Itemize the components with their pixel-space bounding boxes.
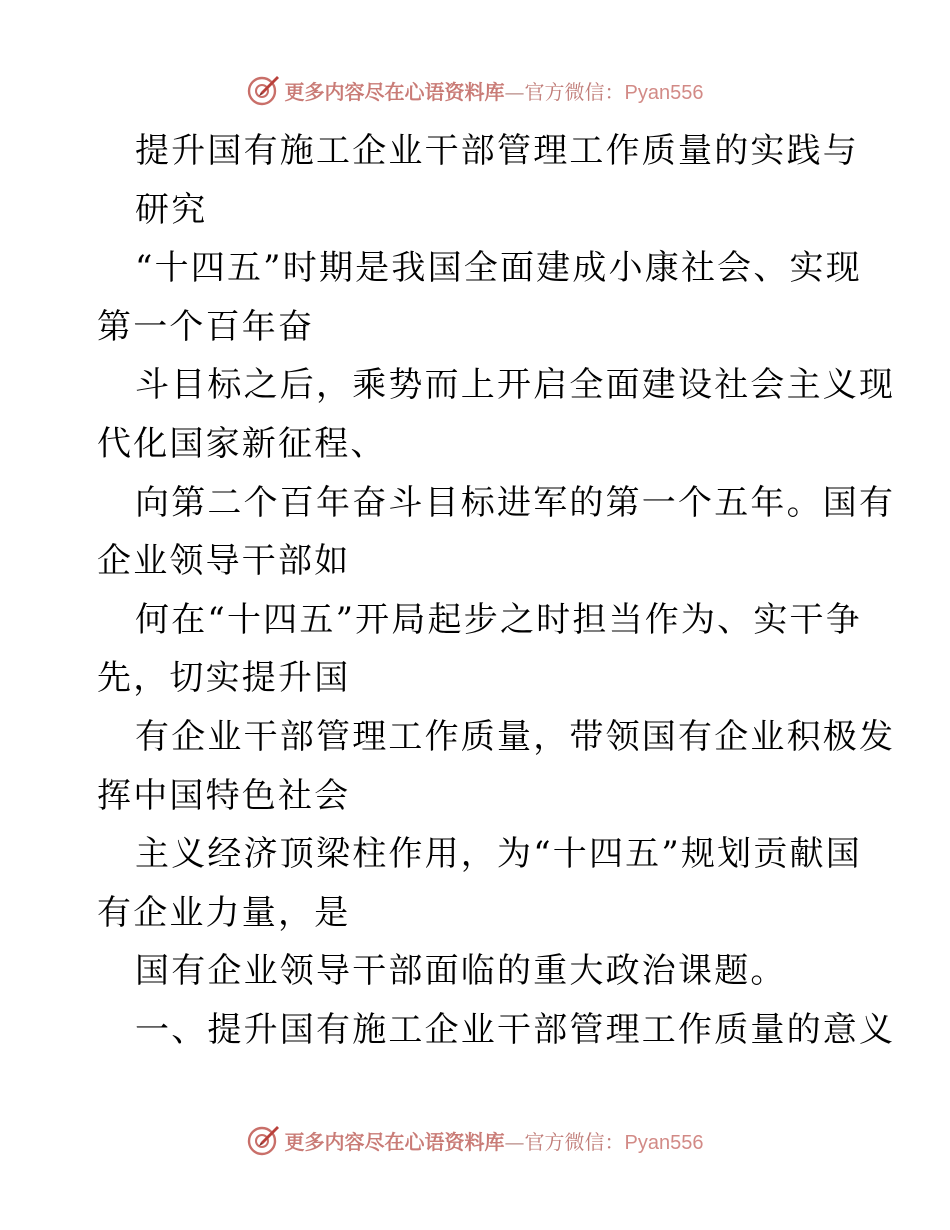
paragraph-line: 有企业干部管理工作质量，带领国有企业积极发 xyxy=(135,716,896,757)
banner-wechat-id: Pyan556 xyxy=(624,1131,704,1154)
banner-text xyxy=(285,1126,704,1155)
banner-separator: — xyxy=(504,1129,525,1154)
quill-pen-logo-icon xyxy=(247,1123,281,1157)
quill-pen-logo-icon xyxy=(247,73,281,107)
banner-wechat-label: 官方微信： xyxy=(524,1129,625,1154)
banner-text xyxy=(285,76,704,105)
paragraph-line: 挥中国特色社会 xyxy=(97,775,351,816)
header-banner xyxy=(0,70,950,110)
paragraph-line: 先，切实提升国 xyxy=(97,658,351,699)
paragraph-line: 斗目标之后，乘势而上开启全面建设社会主义现 xyxy=(135,365,896,406)
paragraph-line: 向第二个百年奋斗目标进军的第一个五年。国有 xyxy=(135,482,896,523)
paragraph-line: 主义经济顶梁柱作用，为“十四五”规划贡献国 xyxy=(135,834,862,875)
document-body xyxy=(97,122,896,1060)
paragraph-line: 代化国家新征程、 xyxy=(97,423,387,464)
banner-separator: — xyxy=(504,79,525,104)
footer-banner xyxy=(0,1120,950,1160)
banner-main-text: 更多内容尽在心语资料库 xyxy=(284,79,505,104)
document-title-line: 提升国有施工企业干部管理工作质量的实践与 xyxy=(135,131,859,171)
banner-wechat-label: 官方微信： xyxy=(524,79,625,104)
banner-main-text: 更多内容尽在心语资料库 xyxy=(284,1129,505,1154)
section-heading: 一、提升国有施工企业干部管理工作质量的意义 xyxy=(135,1009,896,1050)
paragraph-line: “十四五”时期是我国全面建成小康社会、实现 xyxy=(135,248,862,289)
paragraph-line: 企业领导干部如 xyxy=(97,541,351,582)
paragraph-line: 有企业力量，是 xyxy=(97,892,351,933)
document-title-line: 研究 xyxy=(135,189,208,230)
banner-wechat-id: Pyan556 xyxy=(624,81,704,104)
paragraph-line: 第一个百年奋 xyxy=(97,306,315,347)
paragraph-line: 国有企业领导干部面临的重大政治课题。 xyxy=(135,951,787,992)
paragraph-line: 何在“十四五”开局起步之时担当作为、实干争 xyxy=(135,599,862,640)
